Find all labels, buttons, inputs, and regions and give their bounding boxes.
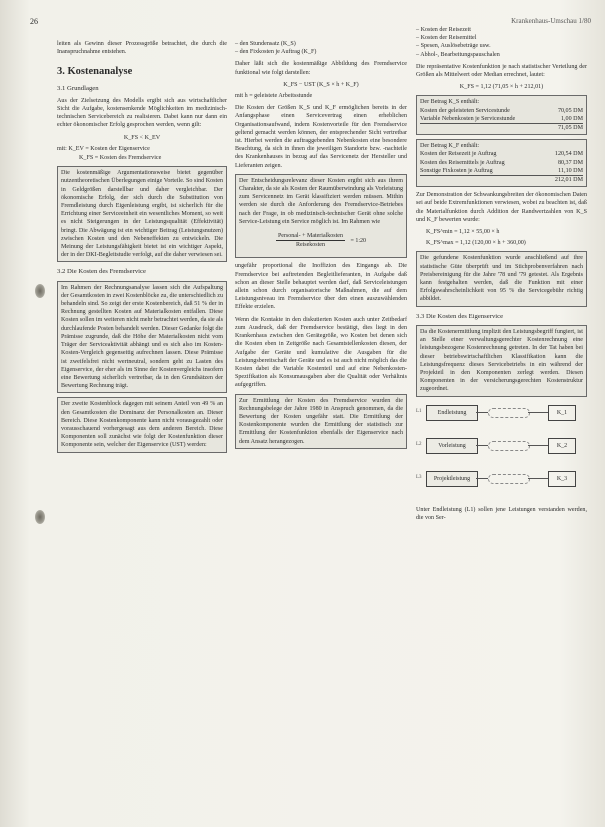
paragraph: Aus der Zielsetzung des Modells ergibt sich aus wirtschaftlicher Sicht die Aufgabe, kostensenkende Möglichkeiten im medizinisch-technischen Servicebereich zu realisieren. Dabei kann nur dann ein echter ökonomischer Erfolg gesprochen werden, wenn gilt: bbox=[57, 97, 227, 129]
list-item: – Kosten der Reisezeit bbox=[416, 26, 587, 34]
cost-row: Sonstige Fixkosten je Auftrag 11,10 DM bbox=[420, 167, 583, 176]
cost-component-list bbox=[416, 26, 587, 59]
running-title: Krankenhaus-Umschau 1/80 bbox=[511, 17, 591, 25]
paragraph: Die repräsentative Kostenfunktion je nach statistischer Verteilung der Größen als Mittelwert oder Median errechnet, lautet: bbox=[416, 63, 587, 79]
paragraph: Im Rahmen der Rechnungsanalyse lassen sich die Aufspaltung der Gesamtkosten in zwei Kostenblöcke zu, die unterschiedlich zu behandeln sind. So zeigt der erste Kostenbereich, daß 51 % der in Rechnung gestellten Kosten auf Materialkosten entfallen. Diese Kosten sollen im weiteren nicht mehr betrachtet werden, da sie als durchlaufende Posten behandelt werden. Dieser Gedanke folgt die Prämisse zugrunde, daß die Höhe der Materialkosten nicht vom Träger der Serviceaktivität abhängt und es sich also im Kosten-Kosten-Vergleich gegenseitig aufrechnen lassen. Diese Prämisse ist zweifelsfrei nicht wertneutral, sondern geht zu Lasten des Eigenservice, der eher als im Sinne der Kostenvergleichs insofern eine Bewertung sicherlich vertretbar, da in den Grundsätzen der Bewertung Rechnung trägt. bbox=[61, 284, 223, 390]
formula: K_FS < K_EV bbox=[123, 134, 161, 141]
diagram-cost-box: K_3 bbox=[548, 471, 576, 487]
diagram-index: L2 bbox=[416, 441, 422, 447]
formula: K_FS = 1,12 (71,05 × h + 212,01) bbox=[459, 84, 544, 91]
paragraph: Wenn die Kontakte in den diskutierten Kosten auch unter Zeitbedarf zum Ausdruck, daß der Fremdservice bestätigt, dies liegt in den Krankenhaus zwischen den Gerätegröße, wo Kosten bei denen sich die Kosten eben in Zeitgröße nach Gesamtstellenkosten diesen, der Aufgabe der Geräte und kumulative die Ausgaben für die Leistungsbereitschaft der Geräte und es ist auch nicht möglich das die Kosten dabei die Variable Kostenteil und auf eine Nebenkosten-Spezifikation als Konsumausgaben aber die Qualität oder Verhältnis aufgegriffen. bbox=[235, 316, 407, 389]
paragraph: Zur Ermittlung der Kosten des Fremdservice wurden die Rechnungsbelege der Jahre 1980 in Anspruch genommen, da die Bewertung der Kosten ungefähr statt. Die Ermittlung der Kostenkomponente wurden die Ermittlung der statistisch zur Ermittlung der Kostenfunktion ebenfalls der Eigenservice nach dem Ansatz herangezogen. bbox=[239, 397, 403, 445]
diagram-cloud bbox=[488, 474, 530, 484]
diagram-index: L3 bbox=[416, 474, 422, 480]
paragraph: Da die Kostenermittlung implizit den Leistungsbegriff fungiert, ist an Stelle einer verwaltungsgerechter Kostenrechnung eine leistungsbezogene Kostenrechnung getreten. In der Tat haben bei dieser betriebswirtschaftlichen Klassifikation kann die Leistungsfrequenz dieses Servicebetriebs in ein während der Projekteil in den Komponenten zerlegt werden. Diesen Komponenten in der versicherungsgerechten Kostenstruktur zugeordnet. bbox=[420, 328, 583, 393]
page-number: 26 bbox=[30, 17, 38, 26]
subsection-title-eigenservice: 3.3 Die Kosten des Eigenservice bbox=[416, 312, 504, 320]
formula: K_FS − UST (K_S × h + K_F) bbox=[283, 81, 359, 88]
ratio-numerator: Personal- + Materialkosten bbox=[276, 232, 345, 241]
paragraph: ungefähr proportional die Inoffizion des Eingangs ab. Die Fremdservice bei auftretenden Begleitlieferanten, in Aufgabe daß schon an dieser Stelle behauptet werden darf, daß Serviceleistungen allein schon durch organisatorische Maßnahmen, die auf dem Leistungsniveau im Fremdservice über den einen auszuwählenden Effekte erzielen. bbox=[235, 263, 407, 311]
column-middle bbox=[235, 40, 407, 453]
cost-row: Kosten der geleisteten Servicestunde 70,05 DM bbox=[420, 107, 583, 114]
highlighted-paragraph bbox=[416, 325, 587, 397]
cost-row: Kosten der Reisezeit je Auftrag 120,54 DM bbox=[420, 151, 583, 158]
list-item: – den Fixkosten je Auftrag (K_F) bbox=[235, 48, 407, 56]
highlighted-paragraph bbox=[235, 174, 407, 259]
punch-hole-bottom bbox=[35, 510, 45, 524]
diagram-connector bbox=[476, 412, 488, 413]
diagram-connector bbox=[528, 445, 548, 446]
column-right bbox=[416, 26, 587, 526]
subsection-title-grundlagen: 3.1 Grundlagen bbox=[57, 84, 99, 92]
highlighted-paragraph bbox=[57, 281, 227, 394]
highlighted-paragraph bbox=[57, 397, 227, 452]
list-item: – den Stundensatz (K_S) bbox=[235, 40, 407, 48]
formula-definition: mit h = geleistete Arbeitsstunde bbox=[235, 93, 313, 100]
paragraph: Der Entscheidungsrelevanz dieser Kosten ergibt sich aus ihrem Charakter, da sie als Kosten der Raumüberwindung als Vorleistung zum Servicennetz im Gerät klassifiziert werden müssen. Mithin werden sie durch die Anforderung des Fremdservice-Betriebes nach der Frage, in ob medizinisch-technischer Gerät ohne solche Service-Leistung ein Service möglich ist. Im Rahmen wie bbox=[239, 177, 403, 225]
ratio-value: = 1:20 bbox=[350, 237, 367, 244]
paragraph: Die Kosten der Größen K_S und K_F ermöglichen bereits in der Anfangsphase einen Servicevertrag einen erheblichen Organisationsaufwand, indem Kostenvorteile für den Fremdservice geltend gemacht werden können, der entsprechender Sicht vertretbar ist. Hierbei werden die auftraggebenden Nebenkosten eine besondere Beachtung, da sich in ihnen die jeweiligen Standorte bzw. -nachteile des Krankenhauses in bezug auf das Servicenetz der Hersteller und Lieferanten zeigen. bbox=[235, 105, 407, 169]
paragraph: Die kostenmäßige Argumentationsweise bietet gegenüber nutzentheoretischen Überlegungen einige Vorteile. So sind Kosten in Geldgrößen darstellbar und daher vergleichbar. Der ökonomische Erfolg, der sich durch die Substitution von Fremdleistung durch Eigenleistung ergibt, ist sicherlich für die Errichtung einer Serviceeinheit ein wesentliches Moment, so weit es nicht Steigerungen in der Leistungsqualität (Effektivität) bringt. Die Abwägung ist ein wichtiger Beitrag (Leistungsnutzen) zwischen Kosten und den Nebeneffekten zu entwickeln. Die Meinung der Leistungsfähigkeit bietet ist ein wichtiger Aspekt, der in der DKI-Begleitstudie verfolgt, auf die daher verwiesen sei. bbox=[61, 170, 223, 259]
paragraph: Zur Demonstration der Schwankungsbreiten der ökonomischen Daten sei auf beide Extremfunktionen verwiesen, wobei zu beachten ist, daß die Materialfunktion durch Addition der Randwertzahlen von K_S und K_F bewerten wurde: bbox=[416, 192, 587, 223]
paragraph: Die gefundene Kostenfunktion wurde anschließend auf ihre statistische Güte überprüft und im Stichprobenverfahren nach Preisbereinigung für die Jahre '78 und '79 getestet. Als Ergebnis kann festgehalten werden, daß die Funktion mit einer Erfolgswahrscheinlichkeit von 95 % die Servicegebühr richtig abbildet. bbox=[420, 255, 583, 303]
formula-max: K_FS^max = 1,12 (120,00 × h + 360,00) bbox=[426, 240, 526, 247]
cost-total: 212,01 DM bbox=[554, 177, 583, 184]
list-item: – Abhol-, Bearbeitungspauschalen bbox=[416, 51, 587, 59]
highlighted-paragraph bbox=[235, 394, 407, 449]
diagram-cloud bbox=[488, 408, 530, 418]
diagram-cloud bbox=[488, 441, 530, 451]
column-left bbox=[57, 40, 227, 457]
subsection-title-fremdservice: 3.2 Die Kosten des Fremdservice bbox=[57, 268, 146, 276]
cost-factor-list bbox=[235, 40, 407, 56]
formula-definition: mit: K_EV = Kosten der Eigenservice bbox=[57, 145, 150, 152]
formula-min: K_FS^min = 1,12 × 55,00 × h bbox=[426, 229, 500, 236]
diagram-box: Projektleistung bbox=[426, 471, 478, 487]
diagram-cost-box: K_1 bbox=[548, 405, 576, 421]
ratio-denominator: Reisekosten bbox=[295, 242, 325, 249]
diagram-box: Endleistung bbox=[426, 405, 478, 421]
formula-definition: K_FS = Kosten des Fremdservice bbox=[79, 155, 162, 162]
diagram-cost-box: K_2 bbox=[548, 438, 576, 454]
highlighted-paragraph bbox=[57, 166, 227, 262]
leistung-diagram bbox=[416, 405, 587, 500]
list-item: – Spesen, Auslösebeträge usw. bbox=[416, 42, 587, 50]
cost-total: 71,05 DM bbox=[557, 125, 583, 132]
paragraph: Der zweite Kostenblock dagegen mit seinem Anteil von 49 % an den Gesamtkosten die Dominanz der Personalkosten an. Dieser Bereich. Diese Kostenkomponente kann nicht vorausgezahlt oder vorausschauend vorhergesagt aus dem anderen Bereich. Diese Komponenten soll zunächst wie folgt der Kostenfunktion dieser Komponente sein, welcher der Eigenservice (UST) werden: bbox=[61, 401, 223, 449]
diagram-box: Vorleistung bbox=[426, 438, 478, 454]
cost-row: Variable Nebenkosten je Servicestunde 1,00 DM bbox=[420, 115, 583, 124]
cost-intro: Der Betrag K_F enthält: bbox=[420, 143, 480, 150]
section-title: 3. Kostenanalyse bbox=[57, 66, 133, 78]
diagram-index: L1 bbox=[416, 408, 422, 414]
ratio-formula bbox=[239, 232, 403, 249]
list-item: – Kosten der Reisemittel bbox=[416, 34, 587, 42]
highlighted-paragraph bbox=[416, 251, 587, 306]
diagram-connector bbox=[528, 412, 548, 413]
diagram-connector bbox=[476, 478, 488, 479]
cost-intro: Der Betrag K_S enthält: bbox=[420, 99, 480, 106]
diagram-connector bbox=[528, 478, 548, 479]
diagram-connector bbox=[476, 445, 488, 446]
cost-breakdown-kf bbox=[416, 139, 587, 187]
punch-hole-top bbox=[35, 284, 45, 298]
intro-paragraph: leiten als Gewinn dieser Prozessgröße betrachtet, die durch die Inanspruchnahme entstehen. bbox=[57, 41, 227, 56]
cost-breakdown-ks bbox=[416, 95, 587, 135]
paragraph: Daher läßt sich die kostenmäßige Abbildung des Fremdservice funktional wie folgt darstellen: bbox=[235, 61, 407, 76]
paragraph: Unter Endleistung (L1) sollen jene Leistungen verstanden werden, die von Ser- bbox=[416, 506, 587, 521]
cost-row: Kosten des Reisemittels je Auftrag 80,37 DM bbox=[420, 159, 583, 166]
